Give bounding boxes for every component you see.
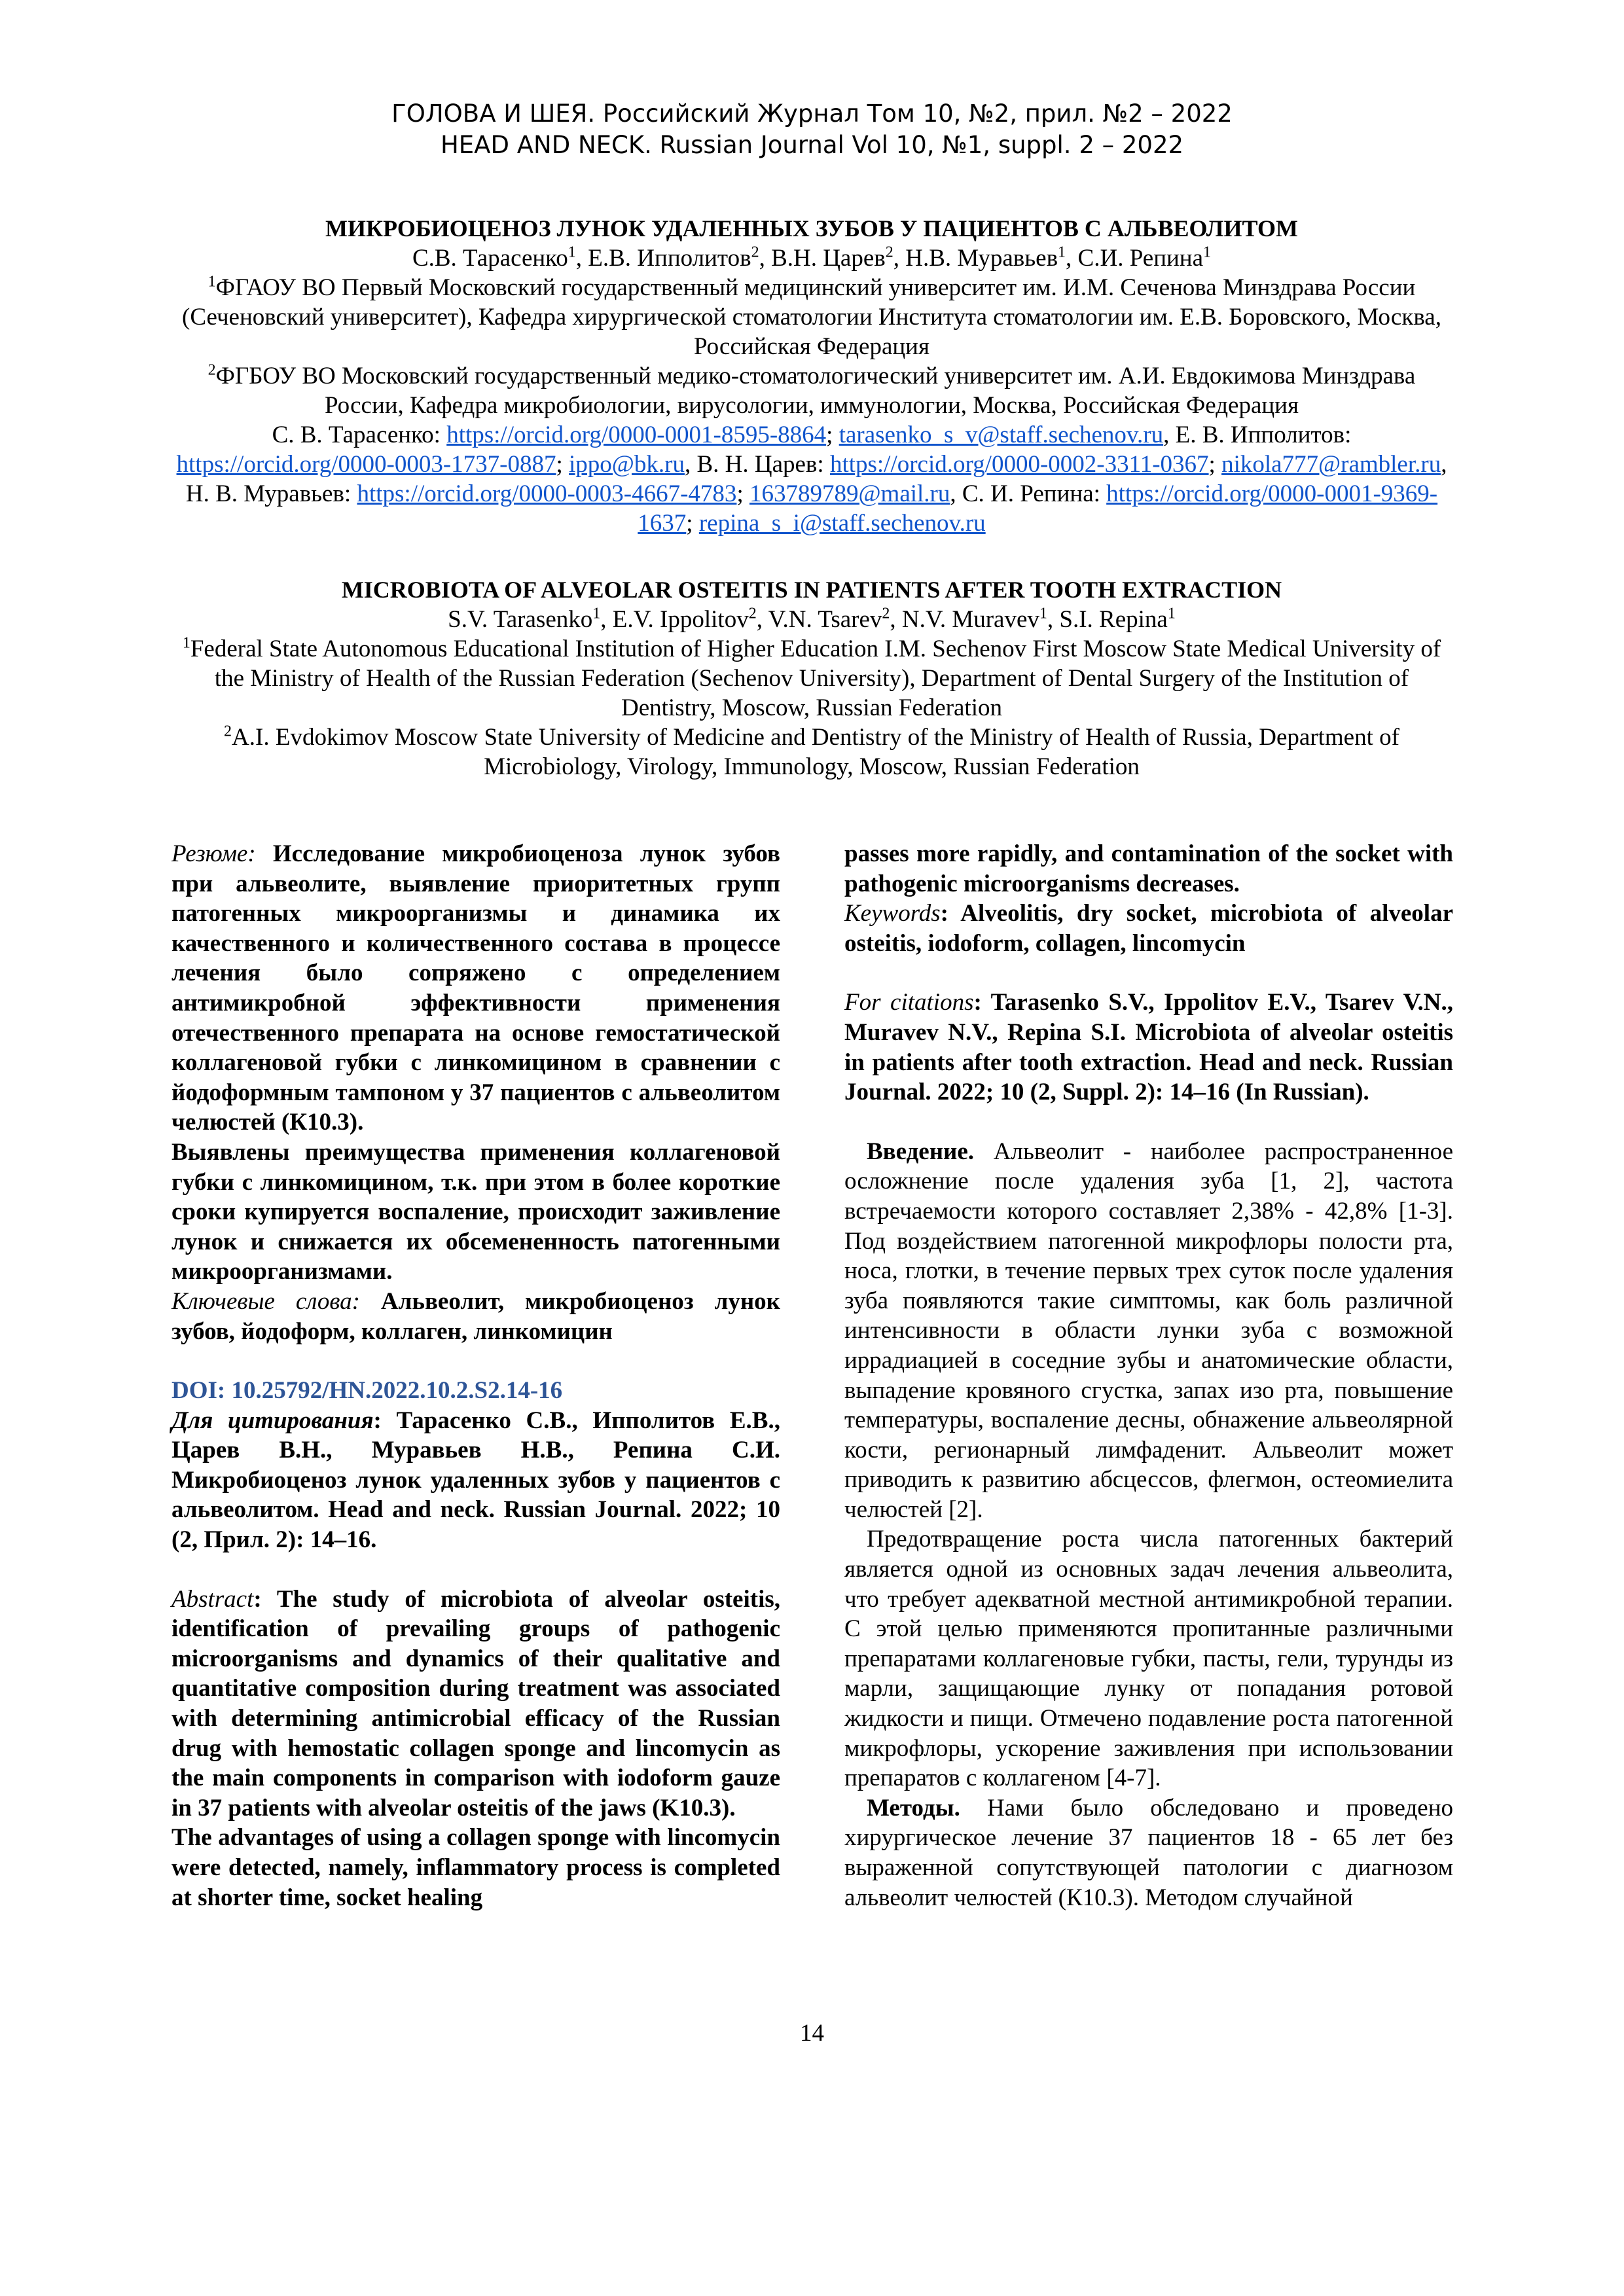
orcid-link[interactable]: https://orcid.org/0000-0001-8595-8864 [446,422,827,448]
left-column [171,839,780,1912]
contact-label: С. И. Репина: [962,480,1107,507]
author: V.N. Tsarev [768,606,882,633]
author: N.V. Muravev [901,606,1039,633]
abstract-text: : The study of microbiota of alveolar osteitis, identification of prevailing groups of pathogenic microorganisms and dynamics of their qualitative and quantitative composition during treatment was associated with determining antimicrobial efficacy of the Russian drug with hemostatic collagen sponge and lincomycin as the main components in comparison with iodoform gauze in 37 patients with alveolar osteitis of the jaws (K10.3). [171,1585,780,1821]
email-link[interactable]: ippo@bk.ru [569,451,685,478]
en-affiliation-2 [170,723,1453,781]
ru-summary-conclusion: Выявлены преимущества применения коллагеновой губки с линкомицином, т.к. при этом в более короткие сроки купируется воспаление, происходит заживление лунок и снижается их обсемененность патогенными микроорганизмами. [171,1138,780,1285]
contact-label: С. В. Тарасенко: [272,422,447,448]
methods-heading: Методы. [867,1794,960,1821]
affiliation-text: ФГАОУ ВО Первый Московский государственный медицинский университет им. И.М. Сеченова Минздрава России (Сеченовский университет), Кафедра хирургической стоматологии Института стоматологии им. Е.В. Боровского, Москва, Российская Федерация [182,274,1441,360]
affiliation-mark: 1 [1167,605,1176,622]
methods-text: Нами было обследовано и проведено хирургическое лечение 37 пациентов 18 - 65 лет без выраженной сопутствующей патологии с диагнозом альвеолит челюстей (К10.3). Методом случайной [844,1794,1453,1911]
author: S.V. Tarasenko [448,606,593,633]
email-link[interactable]: tarasenko_s_v@staff.sechenov.ru [839,422,1164,448]
contact-label: Е. В. Ипполитов: [1175,422,1352,448]
ru-authors: С.В. Тарасенко$^1$, Е.В. Ипполитов$^2$, В.Н. Царев$^2$, Н.В. Муравьев$^1$, С.И. Репина$^1$ [412,243,1212,272]
email-link[interactable]: nikola777@rambler.ru [1221,451,1441,478]
affiliation-mark: 2 [885,243,893,261]
orcid-link[interactable]: https://orcid.org/0000-0003-4667-4783 [357,480,737,507]
en-affiliation-1 [170,634,1453,723]
citation-label: For citations [844,989,974,1016]
ru-contacts: С. В. Тарасенко: https://orcid.org/0000-0001-8595-8864; tarasenko_s_v@staff.sechenov.ru, Е. В. Ипполитов: https://orcid.org/0000-0003-1737-0887; ippo@bk.ru, В. Н. Царев: https://orcid.org/0000-0002-3311-0367; nikola777@rambler.ru, Н. В. Муравьев: https://orcid.org/0000-0003-4667-4783; 163789789@mail.ru, С. И. Репина: https://orcid.org/0000-0001-9369-1637; repina_s_i@staff.sechenov.ru [176,422,1447,537]
en-keywords [844,899,1453,958]
en-abstract-continued: passes more rapidly, and contamination of the socket with pathogenic microorganisms decreases. [844,840,1453,897]
journal-running-header [0,98,1624,161]
affiliation-text: Federal State Autonomous Educational Institution of Higher Education I.M. Sechenov First Moscow State Medical University of the Ministry of Health of the Russian Federation (Sechenov University), Department of Dental Surgery of the Institution of Dentistry, Moscow, Russian Federation [190,636,1441,721]
orcid-link[interactable]: https://orcid.org/0000-0002-3311-0367 [829,451,1209,478]
keywords-text: : Alveolitis, dry socket, microbiota of alveolar osteitis, iodoform, collagen, lincomycin [844,900,1453,957]
ru-affiliation-2 [170,361,1453,420]
author: Е.В. Ипполитов [588,245,751,272]
affiliation-mark: 2 [224,723,232,740]
en-title-block [170,575,1453,781]
affiliation-mark: 1 [1203,243,1212,261]
doi[interactable]: DOI: 10.25792/HN.2022.10.2.S2.14-16 [171,1377,563,1405]
orcid-link[interactable]: https://orcid.org/0000-0001-9369-1637 [638,480,1438,537]
affiliation-mark: 2 [751,243,759,261]
affiliation-mark: 2 [208,361,216,379]
author: S.I. Repina [1059,606,1168,633]
intro-paragraph [844,1137,1453,1525]
journal-header-ru: ГОЛОВА И ШЕЯ. Российский Журнал Том 10, №2, прил. №2 – 2022 [391,99,1233,128]
methods-paragraph [844,1793,1453,1912]
affiliation-text: A.I. Evdokimov Moscow State University of Medicine and Dentistry of the Ministry of Health of Russia, Department of Microbiology, Virology, Immunology, Moscow, Russian Federation [232,724,1399,780]
intro-heading: Введение. [867,1138,975,1165]
affiliation-mark: 1 [592,605,601,622]
email-link[interactable]: repina_s_i@staff.sechenov.ru [698,510,986,537]
affiliation-mark: 1 [1039,605,1047,622]
orcid-link[interactable]: https://orcid.org/0000-0003-1737-0887 [176,451,556,478]
citation-text: : Tarasenko S.V., Ippolitov E.V., Tsarev V.N., Muravev N.V., Repina S.I. Microbiota of alveolar osteitis in patients after tooth extraction. Head and neck. Russian Journal. 2022; 10 (2, Suppl. 2): 14–16 (In Russian). [844,989,1453,1106]
en-abstract-conclusion: The advantages of using a collagen sponge with lincomycin were detected, namely, inflammatory process is completed at shorter time, socket healing [171,1824,780,1911]
ru-article-title: МИКРОБИОЦЕНОЗ ЛУНОК УДАЛЕННЫХ ЗУБОВ У ПАЦИЕНТОВ С АЛЬВЕОЛИТОМ [325,215,1299,242]
contact-label: Н. В. Муравьев: [185,480,357,507]
affiliation-mark: 2 [882,605,890,622]
summary-text: Исследование микробиоценоза лунок зубов при альвеолите, выявление приоритетных групп патогенных микроорганизмы и динамика их качественного и количественного состава в процессе лечения было сопряжено с определением антимикробной эффективности применения отечественного препарата на основе гемостатической коллагеновой губки с линкомицином в сравнении с йодоформным тампоном у 37 пациентов с альвеолитом челюстей (К10.3). [171,840,780,1136]
email-link[interactable]: 163789789@mail.ru [749,480,950,507]
ru-title-block [170,213,1453,538]
keywords-text: Альвеолит, микробиоценоз лунок зубов, йодоформ, коллаген, линкомицин [171,1287,780,1345]
affiliation-mark: 1 [1058,243,1066,261]
ru-summary [171,839,780,1138]
citation-label: Для цитирования [171,1407,374,1434]
affiliation-mark: 2 [748,605,757,622]
affiliation-mark: 1 [208,273,216,291]
author: В.Н. Царев [771,245,886,272]
ru-citation [171,1406,780,1555]
page-number: 14 [800,2020,824,2047]
en-citation [844,988,1453,1107]
en-authors: S.V. Tarasenko$^1$, E.V. Ippolitov$^2$, V.N. Tsarev$^2$, N.V. Muravev$^1$, S.I. Repina$^1$ [448,605,1176,633]
journal-header-en: HEAD AND NECK. Russian Journal Vol 10, №1, suppl. 2 – 2022 [440,131,1184,159]
affiliation-text: ФГБОУ ВО Московский государственный медико-стоматологический университет им. А.И. Евдокимова Минздрава России, Кафедра микробиологии, вирусологии, иммунологии, Москва, Российская Федерация [215,363,1416,419]
intro-text: Альвеолит - наиболее распространенное осложнение после удаления зуба [1, 2], частота встречаемости которого составляет 2,38% - 42,8% [1-3]. Под воздействием патогенной микрофлоры полости рта, носа, глотки, в течение первых трех суток после удаления зуба появляются такие симптомы, как боль различной интенсивности в области лунки зуба с возможной иррадиацией в соседние зубы и анатомические области, выпадение кровяного сгустка, запах изо рта, повышение температуры, воспаление десны, обнажение альвеолярной кости, регионарный лимфаденит. Альвеолит может приводить к развитию абсцессов, флегмон, остеомиелита челюстей [2]. [844,1138,1453,1523]
right-column [844,839,1453,1912]
author: Н.В. Муравьев [905,245,1058,272]
ru-affiliation-1 [170,273,1453,361]
abstract-label: Abstract [171,1585,254,1613]
summary-label: Резюме: [171,840,256,867]
author: С.И. Репина [1077,245,1204,272]
citation-text: : Тарасенко С.В., Ипполитов Е.В., Царев В.Н., Муравьев Н.В., Репина С.И. Микробиоценоз лунок удаленных зубов у пациентов с альвеолитом. Head and neck. Russian Journal. 2022; 10 (2, Прил. 2): 14–16. [171,1407,780,1554]
author: С.В. Тарасенко [412,245,568,272]
author: E.V. Ippolitov [612,606,749,633]
keywords-label: Ключевые слова: [171,1287,360,1315]
en-abstract [171,1585,780,1823]
en-article-title: MICROBIOTA OF ALVEOLAR OSTEITIS IN PATIENTS AFTER TOOTH EXTRACTION [341,577,1282,603]
keywords-label: Keywords [844,900,941,927]
ru-keywords [171,1287,780,1346]
prevention-paragraph: Предотвращение роста числа патогенных бактерий является одной из основных задач лечения альвеолита, что требует адекватной местной антимикробной терапии. С этой целью применяются пропитанные различными препаратами коллагеновые губки, пасты, гели, турунды из марли, защищающие лунку от попадания ротовой жидкости и пищи. Отмечено подавление роста патогенной микрофлоры, ускорение заживления при использовании препаратов с коллагеном [4-7]. [844,1526,1453,1792]
affiliation-mark: 1 [182,634,190,652]
affiliation-mark: 1 [568,243,576,261]
contact-label: В. Н. Царев: [696,451,830,478]
